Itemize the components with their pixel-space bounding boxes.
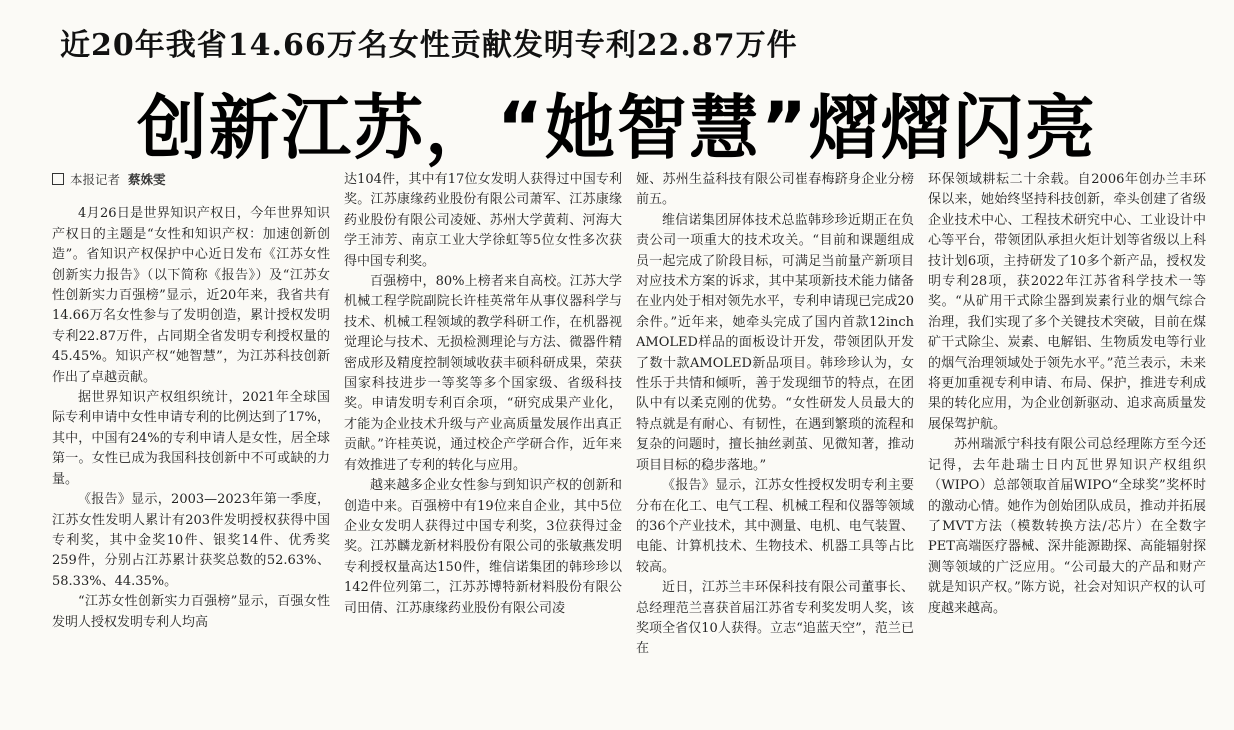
paragraph: 越来越多企业女性参与到知识产权的创新和创造中来。百强榜中有19位来自企业，其中5位企业女发明人获得过中国专利奖，3位获得过金奖。江苏麟龙新材料股份有限公司的张敏燕发明专利授权量高达150件，维信诺集团的韩珍珍以142件位列第二，江苏苏博特新材料股份有限公司田倩、江苏康缘药业股份有限公司凌 bbox=[344, 478, 622, 616]
byline-author: 蔡姝雯 bbox=[127, 172, 166, 187]
column-2 bbox=[344, 170, 622, 725]
subtitle: 近20年我省14.66万名女性贡献发明专利22.87万件 bbox=[60, 28, 798, 63]
paragraph: 维信诺集团屏体技术总监韩珍珍近期正在负责公司一项重大的技术攻关。“目前和课题组成员一起完成了阶段目标，可满足当前量产新项目对应技术方案的诉求，其中某项新技术能力储备在业内处于相对领先水平，专利申请现已完成20余件。”近年来，她牵头完成了国内首款12inch AMOLED样品的面板设计开发，带领团队开发了数十款AMOLED新品项目。韩珍珍认为，女性乐于共情和倾听，善于发现细节的特点，在团队中有以柔克刚的优势。“女性研发人员最大的特点就是有耐心、有韧性，在遇到繁琐的流程和复杂的问题时，擅长抽丝剥茧、见微知著，推动项目目标的稳步落地。” bbox=[636, 212, 914, 473]
byline bbox=[52, 170, 330, 190]
column-1 bbox=[52, 170, 330, 725]
paragraph: 百强榜中，80%上榜者来自高校。江苏大学机械工程学院副院长许桂英常年从事仪器科学与技术、机械工程领域的教学科研工作，在机器视觉理论与技术、无损检测理论与方法、微器件精密成形及精度控制领域收获丰硕科研成果，荣获国家科技进步一等奖等多个国家级、省级科技奖。申请发明专利百余项，“研究成果产业化，才能为企业技术升级与产业高质量发展作出真正贡献。”许桂英说，通过校企产学研合作，近年来有效推进了专利的转化与应用。 bbox=[344, 274, 622, 473]
paragraph: 近日，江苏兰丰环保科技有限公司董事长、总经理范兰喜获首届江苏省专利奖发明人奖，该奖项全省仅10人获得。立志“追蓝天空”，范兰已在 bbox=[636, 580, 914, 657]
paragraph: 苏州瑞派宁科技有限公司总经理陈方至今还记得，去年赴瑞士日内瓦世界知识产权组织（WIPO）总部领取首届WIPO“全球奖”奖杯时的激动心情。她作为创始团队成员，推动并拓展了MVT方法（模数转换方法/芯片）在全数字PET高端医疗器械、深井能源勘探、高能辐射探测等领域的广泛应用。“公司最大的产品和财产就是知识产权。”陈方说，社会对知识产权的认可度越来越高。 bbox=[928, 437, 1206, 616]
paragraph: 4月26日是世界知识产权日，今年世界知识产权日的主题是“女性和知识产权：加速创新创造”。省知识产权保护中心近日发布《江苏女性创新实力报告》（以下简称《报告》）及“江苏女性创新实力百强榜”显示，近20年来，我省共有14.66万名女性参与了发明创造，累计授权发明专利22.87万件，占同期全省发明专利授权量的45.45%。知识产权“她智慧”，为江苏科技创新作出了卓越贡献。 bbox=[52, 206, 330, 385]
paragraph: 据世界知识产权组织统计，2021年全球国际专利申请中女性申请专利的比例达到了17%，其中，中国有24%的专利申请人是女性，居全球第一。女性已成为我国科技创新中不可或缺的力量。 bbox=[52, 390, 330, 487]
headline: 创新江苏，“她智慧”熠熠闪亮 bbox=[136, 87, 1097, 169]
article-body bbox=[52, 170, 1212, 725]
paragraph: 《报告》显示，2003—2023年第一季度，江苏女性发明人累计有203件发明授权获得中国专利奖，其中金奖10件、银奖14件、优秀奖259件，分别占江苏累计获奖总数的52.63%、58.33%、44.35%。 bbox=[52, 492, 330, 589]
column-4 bbox=[928, 170, 1206, 725]
paragraph: 达104件，其中有17位女发明人获得过中国专利奖。江苏康缘药业股份有限公司萧军、江苏康缘药业股份有限公司凌娅、苏州大学黄莉、河海大学王沛芳、南京工业大学徐虹等5位女性多次获得中国专利奖。 bbox=[344, 172, 622, 269]
paragraph: 《报告》显示，江苏女性授权发明专利主要分布在化工、电气工程、机械工程和仪器等领域的36个产业技术，其中测量、电机、电气装置、电能、计算机技术、生物技术、机器工具等占比较高。 bbox=[636, 478, 914, 575]
paragraph: 娅、苏州生益科技有限公司崔春梅跻身企业分榜前五。 bbox=[636, 172, 914, 208]
byline-prefix: 本报记者 bbox=[70, 172, 121, 187]
paragraph: “江苏女性创新实力百强榜”显示，百强女性发明人授权发明专利人均高 bbox=[52, 594, 330, 630]
byline-box-icon bbox=[52, 173, 64, 185]
column-3 bbox=[636, 170, 914, 725]
paragraph: 环保领域耕耘二十余载。自2006年创办兰丰环保以来，她始终坚持科技创新，牵头创建了省级企业技术中心、工程技术研究中心、工业设计中心等平台，带领团队承担火炬计划等省级以上科技计划6项，主持研发了10多个新产品，授权发明专利28项，获2022年江苏省科学技术一等奖。“从矿用干式除尘器到炭素行业的烟气综合治理，我们实现了多个关键技术突破，目前在煤矿干式除尘、炭素、电解铝、生物质发电等行业的烟气治理领域处于领先水平。”范兰表示，未来将更加重视专利申请、布局、保护，推进专利成果的转化应用，为企业创新驱动、追求高质量发展保驾护航。 bbox=[928, 172, 1206, 432]
